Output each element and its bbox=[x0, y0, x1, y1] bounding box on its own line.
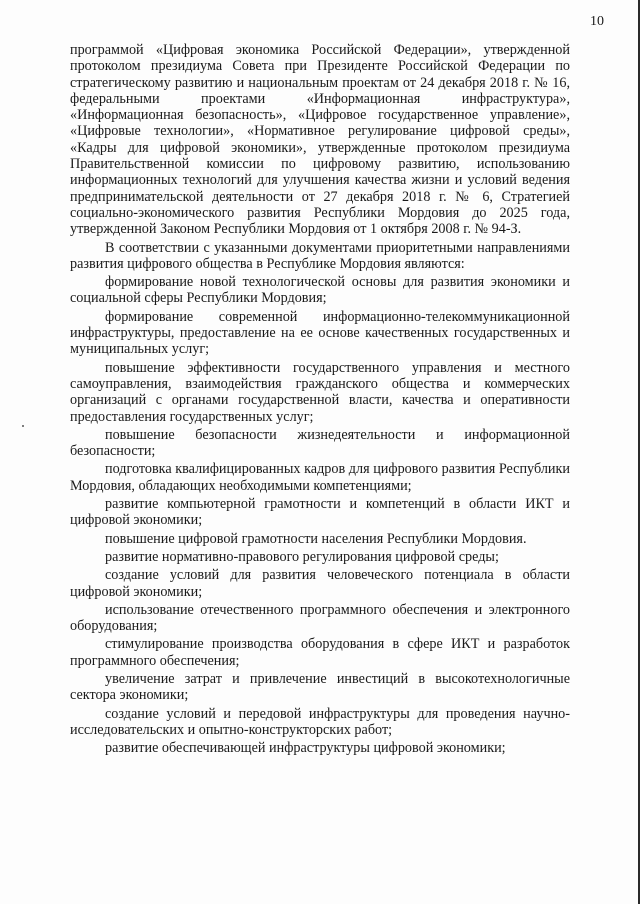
paragraph: В соответствии с указанными документами приоритетными направлениями развития цифрового общества в Республике Мордовия являются: bbox=[70, 239, 570, 272]
list-item: развитие компьютерной грамотности и компетенций в области ИКТ и цифровой экономики; bbox=[70, 496, 570, 529]
scan-artifact bbox=[22, 425, 24, 427]
list-item: повышение цифровой грамотности населения Республики Мордовия. bbox=[105, 530, 527, 547]
list-item: повышение безопасности жизнедеятельности и информационной безопасности; bbox=[70, 426, 570, 460]
list-item: подготовка квалифицированных кадров для цифрового развития Республики Мордовия, обладающих необходимыми компетенциями; bbox=[70, 461, 570, 494]
list-item: формирование современной информационно-телекоммуникационной инфраструктуры, предоставление на ее основе качественных государственных и муниципальных услуг; bbox=[70, 308, 570, 358]
page-number: 10 bbox=[590, 14, 604, 29]
paragraph: программой «Цифровая экономика Российской Федерации», утвержденной протоколом президиума Совета при Президенте Российской Федерации по стратегическому развитию и национальным проектам от 24 декабря 2018 г. № 16, федеральными проектами «Информационная инфраструктура», «Информационная безопасность», «Цифровое государственное управление», «Цифровые технологии», «Нормативное регулирование цифровой среды», «Кадры для цифровой экономики», утвержденные протоколом президиума Правительственной комиссии по цифровому развитию, использованию информационных технологий для улучшения качества жизни и условий ведения предпринимательской деятельности от 27 декабря 2018 г. № 6, Стратегией социально-экономического развития Республики Мордовия до 2025 года, утвержденной Законом Республики Мордовия от 1 октября 2008 г. № 94-З. bbox=[70, 42, 570, 238]
list-item: формирование новой технологической основы для развития экономики и социальной сферы Республики Мордовия; bbox=[70, 274, 570, 307]
list-item: создание условий для развития человеческого потенциала в области цифровой экономики; bbox=[70, 567, 570, 600]
list-item: увеличение затрат и привлечение инвестиций в высокотехнологичные сектора экономики; bbox=[70, 670, 570, 704]
list-item: использование отечественного программного обеспечения и электронного оборудования; bbox=[70, 601, 570, 635]
list-item: стимулирование производства оборудования в сфере ИКТ и разработок программного обеспечения; bbox=[70, 636, 570, 669]
list-item: создание условий и передовой инфраструктуры для проведения научно-исследовательских и опытно-конструкторских работ; bbox=[70, 705, 570, 738]
document-body bbox=[70, 42, 570, 756]
list-item: развитие нормативно-правового регулирования цифровой среды; bbox=[105, 548, 499, 565]
list-item: развитие обеспечивающей инфраструктуры цифровой экономики; bbox=[105, 740, 506, 757]
list-item: повышение эффективности государственного управления и местного самоуправления, взаимодействия гражданского общества и коммерческих организаций с органами государственной власти, качества и оперативности предоставления государственных услуг; bbox=[70, 359, 570, 425]
